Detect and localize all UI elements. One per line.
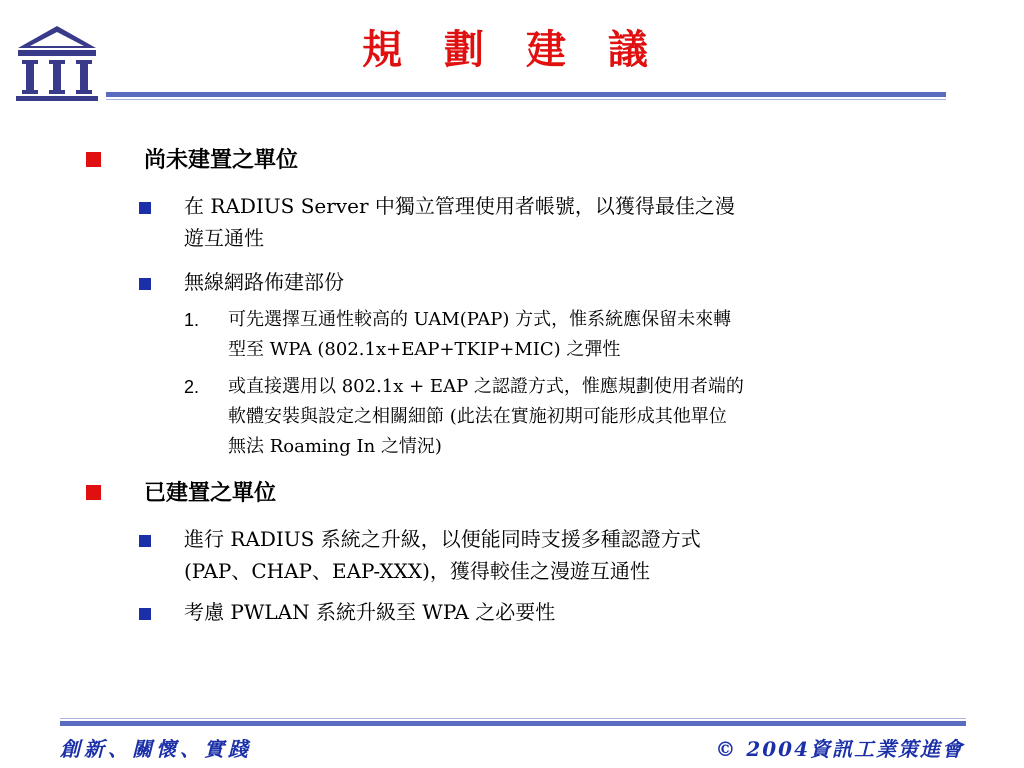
list-item-line: 可先選擇互通性較高的 UAM(PAP) 方式，惟系統應保留未來轉 — [228, 309, 732, 330]
section-heading: 已建置之單位 — [144, 480, 277, 506]
list-item-line: 無法 Roaming In 之情況) — [228, 436, 442, 457]
list-item-line: 或直接選用以 802.1x + EAP 之認證方式，惟應規劃使用者端的 — [228, 376, 744, 397]
list-item-line: 考慮 PWLAN 系統升級至 WPA 之必要性 — [184, 600, 556, 624]
list-item-line: 軟體安裝與設定之相關細節 (此法在實施初期可能形成其他單位 — [228, 406, 727, 427]
list-item-line: 在 RADIUS Server 中獨立管理使用者帳號，以獲得最佳之漫 — [184, 194, 735, 218]
level2-bullet-icon — [139, 535, 151, 547]
level2-bullet-icon — [139, 202, 151, 214]
list-item-line: 型至 WPA (802.1x+EAP+TKIP+MIC) 之彈性 — [228, 339, 621, 360]
section-heading: 尚未建置之單位 — [144, 147, 299, 173]
footer-copyright: © 2004資訊工業策進會 — [715, 737, 964, 761]
footer-rule — [60, 721, 966, 726]
level2-bullet-icon — [139, 278, 151, 290]
list-number: 2. — [184, 377, 200, 397]
level1-bullet-icon — [86, 152, 101, 167]
slide-title: 規 劃 建 議 — [362, 26, 662, 73]
list-item-line: 無線網路佈建部份 — [184, 270, 344, 294]
level1-bullet-icon — [86, 485, 101, 500]
list-item-line: (PAP、CHAP、EAP-XXX)，獲得較佳之漫遊互通性 — [184, 559, 650, 583]
level2-bullet-icon — [139, 608, 151, 620]
footer-slogan: 創新、關懷、實踐 — [60, 737, 252, 761]
list-item-line: 進行 RADIUS 系統之升級，以便能同時支援多種認證方式 — [184, 527, 701, 551]
footer-rule-thin — [60, 718, 966, 719]
list-item-line: 遊互通性 — [184, 226, 264, 250]
list-number: 1. — [184, 310, 200, 330]
